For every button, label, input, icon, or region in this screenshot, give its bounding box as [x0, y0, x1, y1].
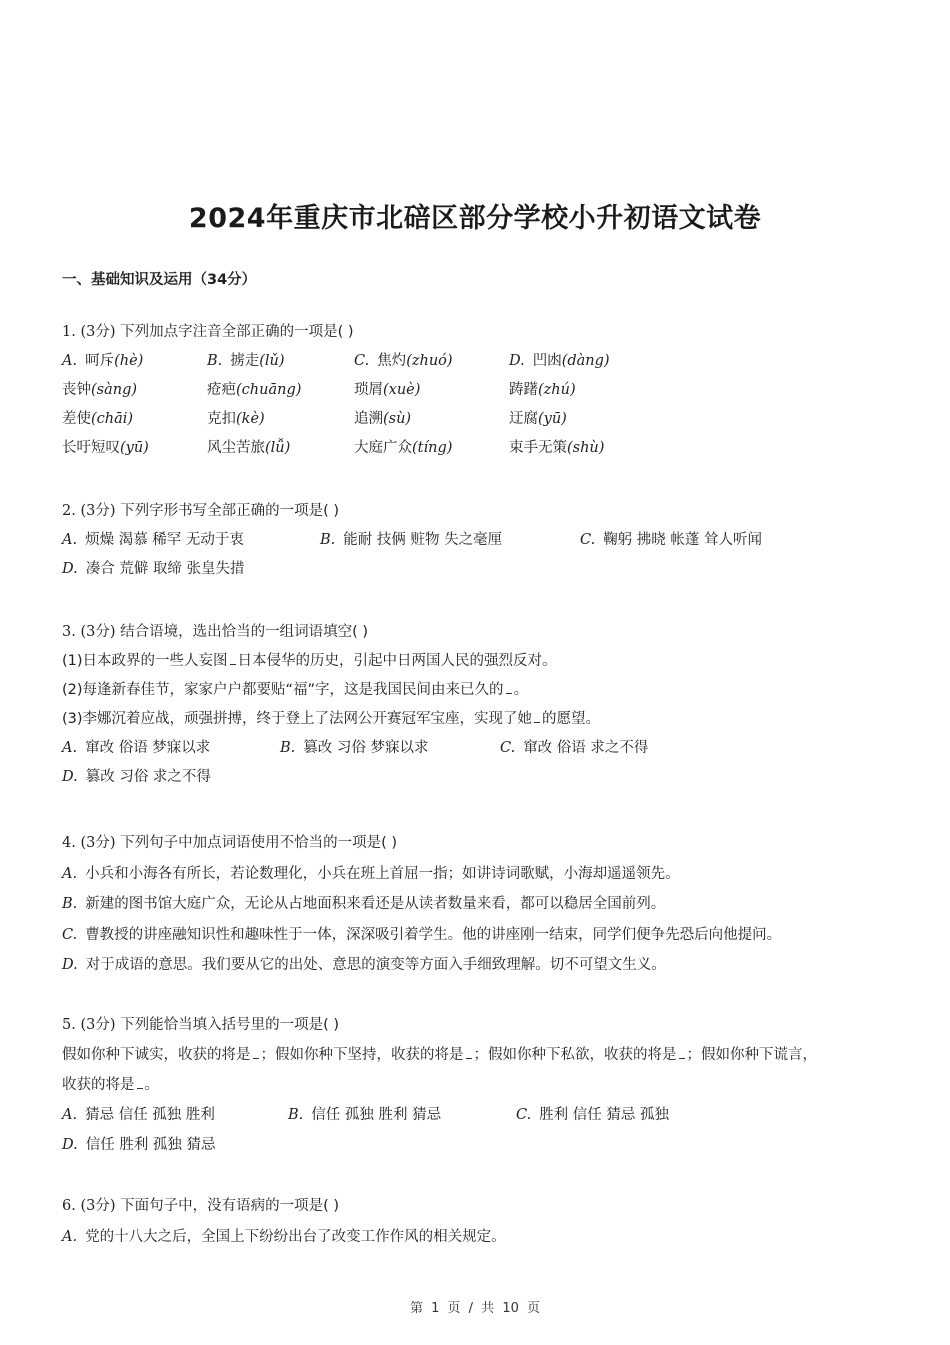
pinyin: (tíng): [412, 440, 453, 456]
word: 琐屑: [354, 382, 383, 398]
sentence-2: (2)每逢新春佳节，家家户户都要贴“福”字，这是我国民间由来已久的 。: [62, 676, 892, 705]
option-a[interactable]: A. 窜改 俗语 梦寐以求: [62, 740, 211, 756]
option-item: [354, 405, 509, 434]
pinyin: (lǔ): [259, 353, 285, 369]
question-stem: 下列加点字注音全部正确的一项是( ): [120, 324, 354, 340]
option-c[interactable]: [354, 347, 509, 376]
page-footer: 第 1 页 / 共 10 页: [410, 1301, 540, 1316]
question-stem: 下列句子中加点词语使用不恰当的一项是( ): [120, 835, 398, 851]
option-item: [509, 434, 669, 463]
pinyin: (dàng): [561, 353, 610, 369]
option-label: A.: [62, 353, 78, 369]
pinyin-option-grid: [62, 347, 892, 463]
word: 丧钟: [62, 382, 91, 398]
question-5: [62, 1010, 892, 1160]
word: 束手无策: [509, 440, 567, 456]
question-3: [62, 618, 892, 792]
question-points: (3分): [80, 1017, 116, 1033]
option-c[interactable]: C. 曹教授的讲座融知识性和趣味性于一体，深深吸引着学生。他的讲座刚一结束，同学们便争先恐后向他提问。: [62, 926, 782, 943]
option-b[interactable]: B. 新建的图书馆大庭广众，无论从占地面积来看还是从读者数量来看，都可以稳居全国前列。: [62, 896, 666, 912]
option-item: [62, 434, 207, 463]
question-points: (3分): [80, 324, 116, 340]
option-label: B.: [207, 353, 223, 369]
option-b[interactable]: B. 篡改 习俗 梦寐以求: [280, 740, 429, 756]
pinyin: (xuè): [383, 382, 421, 398]
sentence-1: (1)日本政界的一些人妄图 日本侵华的历史，引起中日两国人民的强烈反对。: [62, 647, 892, 676]
word: 迂腐: [509, 411, 538, 427]
word: 凹凼: [532, 353, 562, 369]
pinyin: (chāi): [91, 411, 134, 427]
option-c[interactable]: C. 鞠躬 拂晓 帐蓬 耸人听闻: [580, 532, 763, 548]
pinyin: (yū): [538, 411, 567, 427]
option-row: [62, 405, 892, 434]
question-points: (3分): [80, 1198, 116, 1214]
fill-blank[interactable]: [137, 1074, 143, 1089]
option-item: [207, 376, 354, 405]
question-stem: 下面句子中，没有语病的一项是( ): [120, 1198, 340, 1214]
pinyin: (zhú): [538, 382, 576, 398]
option-a[interactable]: A. 小兵和小海各有所长，若论数理化，小兵在班上首屈一指；如讲诗词歌赋，小海却遥遥领先。: [62, 865, 680, 882]
option-item: [354, 376, 509, 405]
option-d[interactable]: D. 对于成语的意思。我们要从它的出处、意思的演变等方面入手细致理解。切不可望文生义。: [62, 957, 666, 973]
option-item: [354, 434, 509, 463]
section-heading: 一、基础知识及运用（34分）: [62, 272, 257, 288]
word: 掳走: [230, 353, 260, 369]
question-stem: 下列字形书写全部正确的一项是( ): [120, 503, 340, 519]
option-row: [62, 376, 892, 405]
word: 焦灼: [377, 353, 407, 369]
pinyin: (zhuó): [406, 353, 453, 369]
question-points: (3分): [80, 835, 116, 851]
option-a[interactable]: A. 党的十八大之后，全国上下纷纷出台了改变工作作风的相关规定。: [62, 1229, 506, 1245]
fill-blank[interactable]: [679, 1044, 685, 1059]
option-d[interactable]: D. 篡改 习俗 求之不得: [62, 769, 211, 785]
word: 呵斥: [85, 353, 115, 369]
question-1: [62, 318, 892, 463]
passage-line-1: 假如你种下诚实，收获的将是 ；假如你种下坚持，收获的将是 ；假如你种下私欲，收获的将是 ；假如你种下谎言，: [62, 1040, 892, 1070]
option-b[interactable]: B. 能耐 技俩 赃物 失之毫厘: [320, 532, 503, 548]
fill-blank[interactable]: [466, 1044, 472, 1059]
pinyin: (lǚ): [265, 440, 291, 456]
option-d[interactable]: [509, 347, 669, 376]
question-number: 2.: [62, 503, 76, 519]
option-d[interactable]: D. 信任 胜利 孤独 猜忌: [62, 1137, 216, 1153]
option-item: [62, 376, 207, 405]
word: 风尘苦旅: [207, 440, 265, 456]
fill-blank[interactable]: [253, 1044, 259, 1059]
option-label: D.: [509, 353, 525, 369]
fill-blank[interactable]: [230, 650, 236, 665]
option-b[interactable]: [207, 347, 354, 376]
pinyin: (kè): [236, 411, 265, 427]
passage-line-2: 收获的将是 。: [62, 1070, 892, 1100]
word: 疮疤: [207, 382, 236, 398]
option-row: [62, 434, 892, 463]
question-number: 6.: [62, 1198, 76, 1214]
option-item: [62, 405, 207, 434]
pinyin: (chuāng): [236, 382, 302, 398]
option-a[interactable]: A. 烦燥 渴慕 稀罕 无动于衷: [62, 532, 244, 548]
pinyin: (sù): [383, 411, 412, 427]
fill-blank[interactable]: [534, 708, 540, 723]
option-a[interactable]: [62, 347, 207, 376]
question-points: (3分): [80, 503, 116, 519]
pinyin: (hè): [114, 353, 144, 369]
question-number: 5.: [62, 1017, 76, 1033]
option-item: [207, 434, 354, 463]
pinyin: (sàng): [91, 382, 138, 398]
question-number: 1.: [62, 324, 76, 340]
option-item: [509, 405, 669, 434]
word: 差使: [62, 411, 91, 427]
word: 克扣: [207, 411, 236, 427]
pinyin: (shù): [567, 440, 605, 456]
word: 长吁短叹: [62, 440, 120, 456]
word: 追溯: [354, 411, 383, 427]
fill-blank[interactable]: [506, 679, 512, 694]
option-b[interactable]: B. 信任 孤独 胜利 猜忌: [288, 1107, 442, 1123]
option-d[interactable]: D. 凑合 荒僻 取缔 张皇失措: [62, 561, 245, 577]
question-2: [62, 497, 892, 584]
option-row: [62, 347, 892, 376]
word: 踌躇: [509, 382, 538, 398]
option-a[interactable]: A. 猜忌 信任 孤独 胜利: [62, 1107, 215, 1123]
option-c[interactable]: C. 窜改 俗语 求之不得: [500, 740, 649, 756]
question-6: [62, 1191, 892, 1253]
question-stem: 结合语境，选出恰当的一组词语填空( ): [120, 624, 369, 640]
sentence-3: (3)李娜沉着应战，顽强拼搏，终于登上了法网公开赛冠军宝座，实现了她 的愿望。: [62, 705, 892, 734]
pinyin: (yū): [120, 440, 149, 456]
option-label: C.: [354, 353, 370, 369]
question-stem: 下列能恰当填入括号里的一项是( ): [120, 1017, 340, 1033]
word: 大庭广众: [354, 440, 412, 456]
page-title: 2024年重庆市北碚区部分学校小升初语文试卷: [188, 203, 762, 234]
question-4: [62, 828, 892, 981]
option-c[interactable]: C. 胜利 信任 猜忌 孤独: [516, 1107, 670, 1123]
question-number: 3.: [62, 624, 76, 640]
question-points: (3分): [80, 624, 116, 640]
option-item: [509, 376, 669, 405]
option-item: [207, 405, 354, 434]
question-number: 4.: [62, 835, 76, 851]
